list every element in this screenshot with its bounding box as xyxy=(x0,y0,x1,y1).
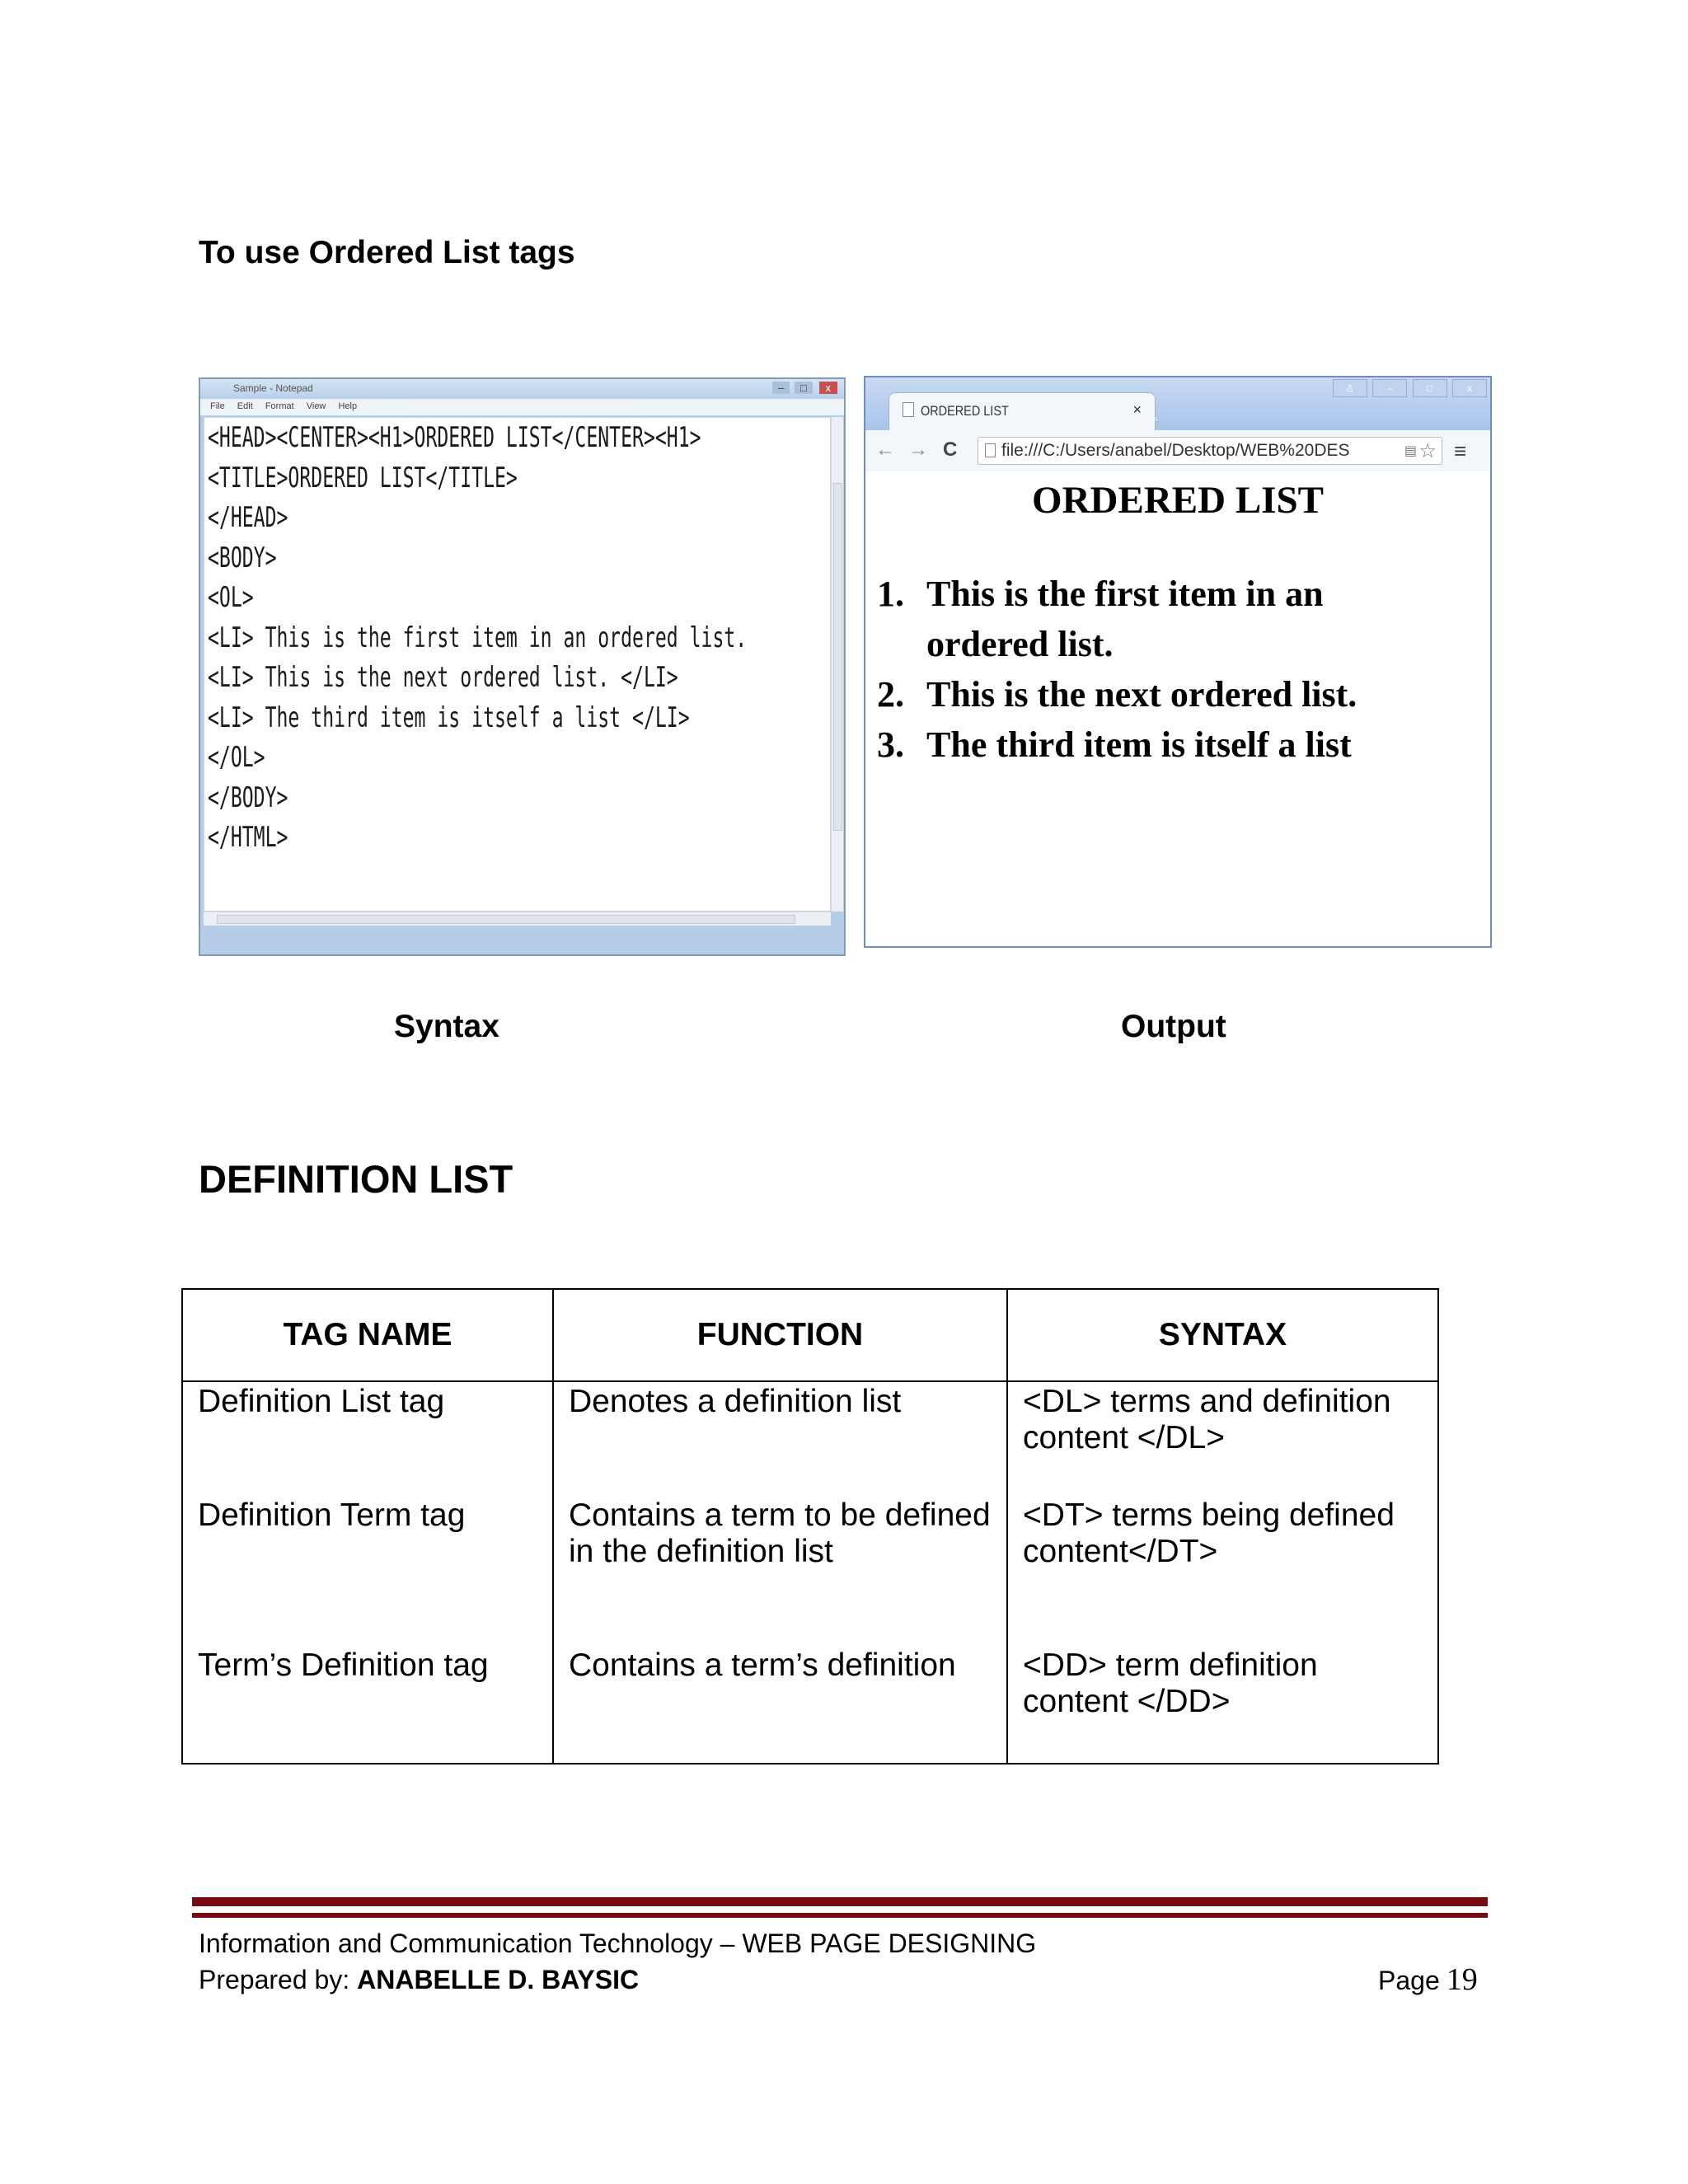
star-icon[interactable]: ☆ xyxy=(1418,440,1437,462)
footer-prepared-label: Prepared by: xyxy=(199,1965,358,1994)
column-header-tag-name: TAG NAME xyxy=(182,1289,553,1381)
browser-toolbar xyxy=(865,430,1490,472)
table-cell: <DL> terms and definition content </DL> xyxy=(1007,1381,1438,1497)
table-row xyxy=(182,1497,1438,1647)
horizontal-scroll-thumb[interactable] xyxy=(217,915,795,924)
browser-window-controls xyxy=(1331,379,1487,397)
list-number: 1. xyxy=(877,574,904,614)
code-line: </HEAD> xyxy=(208,501,288,534)
page-action-icon[interactable]: ▤ xyxy=(1404,444,1417,458)
forward-arrow-icon[interactable]: → xyxy=(908,438,928,461)
section-heading-definition-list: DEFINITION LIST xyxy=(199,1157,513,1201)
code-line: <LI> This is the first item in an ordered list. xyxy=(208,621,748,654)
list-item-text: This is the first item in an ordered list. xyxy=(926,574,1324,664)
footer-page xyxy=(1378,1961,1478,1998)
browser-window-screenshot xyxy=(864,376,1492,948)
table-cell: <DT> terms being defined content</DT> xyxy=(1007,1497,1438,1647)
minimize-icon[interactable]: – xyxy=(1372,379,1407,397)
address-bar[interactable] xyxy=(978,437,1442,465)
page-icon xyxy=(903,402,914,417)
menu-file[interactable]: File xyxy=(210,401,225,411)
caption-syntax: Syntax xyxy=(394,1009,499,1044)
horizontal-scrollbar[interactable] xyxy=(204,912,831,926)
caption-output: Output xyxy=(1121,1009,1226,1044)
reload-icon[interactable]: C xyxy=(943,438,958,461)
url-text[interactable]: file:///C:/Users/anabel/Desktop/WEB%20DES xyxy=(1001,441,1350,460)
code-line: <OL> xyxy=(208,581,254,614)
table-cell: Definition List tag xyxy=(182,1381,553,1497)
vertical-scroll-thumb[interactable] xyxy=(833,483,842,831)
notepad-menubar xyxy=(200,399,844,415)
close-tab-icon[interactable]: × xyxy=(1132,401,1142,418)
list-number: 2. xyxy=(877,674,904,715)
notepad-title: Sample - Notepad xyxy=(233,382,313,394)
notepad-titlebar xyxy=(200,379,844,399)
column-header-syntax: SYNTAX xyxy=(1007,1289,1438,1381)
table-cell: Denotes a definition list xyxy=(553,1381,1007,1497)
table-cell: Contains a term’s definition xyxy=(553,1647,1007,1764)
footer-prepared-by xyxy=(199,1965,639,1995)
code-line: <BODY> xyxy=(208,541,277,574)
list-item-text: This is the next ordered list. xyxy=(926,674,1357,715)
table-cell: Contains a term to be defined in the definition list xyxy=(553,1497,1007,1647)
output-list-item xyxy=(877,569,1479,669)
code-line: </HTML> xyxy=(208,821,288,854)
definition-list-table xyxy=(181,1288,1439,1765)
back-arrow-icon[interactable]: ← xyxy=(875,438,895,461)
footer-author: ANABELLE D. BAYSIC xyxy=(357,1965,640,1994)
menu-icon[interactable]: ≡ xyxy=(1454,438,1467,463)
page-icon xyxy=(985,443,996,457)
menu-edit[interactable]: Edit xyxy=(237,401,253,411)
menu-format[interactable]: Format xyxy=(265,401,294,411)
close-icon[interactable]: x xyxy=(819,382,838,394)
output-list-item xyxy=(877,719,1479,770)
table-row xyxy=(182,1647,1438,1764)
menu-help[interactable]: Help xyxy=(338,401,358,411)
browser-tabstrip xyxy=(865,377,1490,430)
tab-title: ORDERED LIST xyxy=(921,403,1009,419)
notepad-window-controls xyxy=(771,382,837,394)
table-cell: Definition Term tag xyxy=(182,1497,553,1647)
code-line: <LI> The third item is itself a list </LI> xyxy=(208,701,690,734)
output-heading: ORDERED LIST xyxy=(1032,479,1324,522)
section-heading-ordered-list: To use Ordered List tags xyxy=(199,235,575,270)
output-list-item xyxy=(877,669,1479,719)
menu-view[interactable]: View xyxy=(306,401,326,411)
browser-tab[interactable] xyxy=(889,392,1156,430)
footer-rule-thick xyxy=(192,1897,1488,1906)
code-line: </OL> xyxy=(208,741,265,774)
minimize-icon[interactable]: – xyxy=(772,382,790,394)
footer-page-label: Page xyxy=(1378,1966,1440,1995)
footer-rule-thin xyxy=(192,1913,1488,1918)
list-item-text: The third item is itself a list xyxy=(926,724,1352,765)
table-header-row xyxy=(182,1289,1438,1381)
table-cell: Term’s Definition tag xyxy=(182,1647,553,1764)
column-header-function: FUNCTION xyxy=(553,1289,1007,1381)
code-line: <HEAD><CENTER><H1>ORDERED LIST</CENTER><H1> xyxy=(208,421,701,454)
code-line: <TITLE>ORDERED LIST</TITLE> xyxy=(208,461,518,494)
user-icon[interactable]: ♙ xyxy=(1333,379,1367,397)
browser-page-content xyxy=(865,471,1490,946)
footer-course-title: Information and Communication Technology – WEB PAGE DESIGNING xyxy=(199,1929,1037,1958)
code-line: </BODY> xyxy=(208,780,288,814)
list-number: 3. xyxy=(877,724,904,765)
maximize-icon[interactable]: □ xyxy=(1413,379,1447,397)
code-line: <LI> This is the next ordered list. </LI> xyxy=(208,661,678,694)
maximize-icon[interactable]: □ xyxy=(795,382,813,394)
table-row xyxy=(182,1381,1438,1497)
close-icon[interactable]: x xyxy=(1452,379,1487,397)
notepad-window-screenshot xyxy=(199,377,846,956)
table-cell: <DD> term definition content </DD> xyxy=(1007,1647,1438,1764)
notepad-text-area[interactable] xyxy=(204,417,831,912)
footer-page-number: 19 xyxy=(1446,1962,1478,1997)
vertical-scrollbar[interactable] xyxy=(831,417,843,912)
